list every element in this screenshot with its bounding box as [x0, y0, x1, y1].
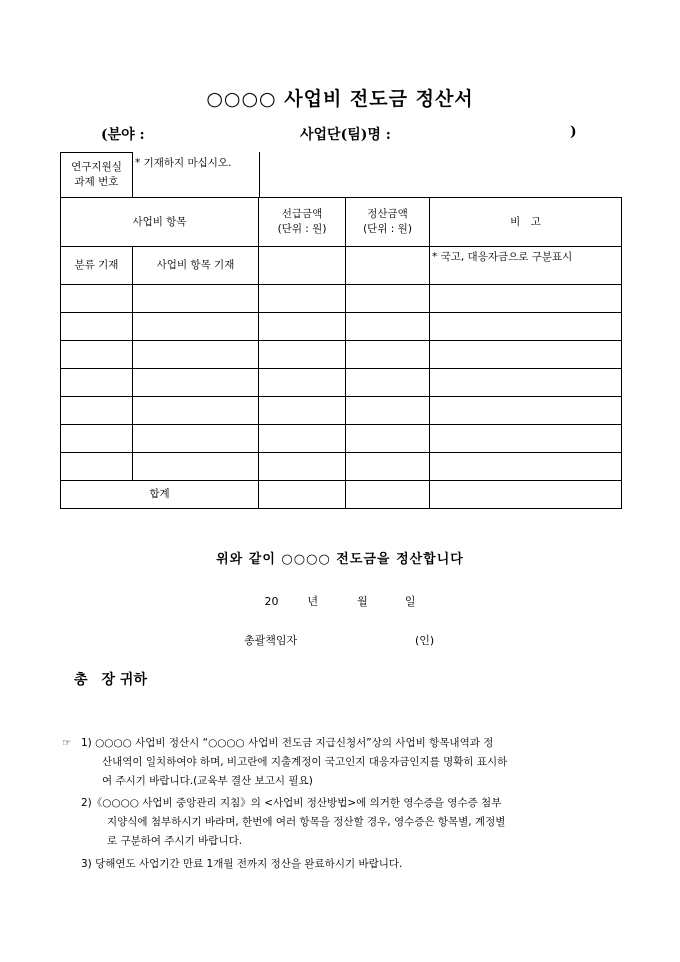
remark-cell[interactable] — [430, 425, 622, 453]
item-cell[interactable] — [133, 285, 259, 313]
category-cell[interactable] — [61, 341, 133, 369]
date-day-unit: 일 — [404, 595, 416, 608]
total-advance-cell[interactable] — [259, 481, 346, 509]
team-name-label: 사업단(팀)명 : — [300, 127, 391, 143]
seal-mark: (인) — [415, 634, 435, 647]
item-cell[interactable] — [133, 313, 259, 341]
settle-cell[interactable] — [346, 247, 430, 285]
category-cell[interactable] — [61, 369, 133, 397]
note-1-line-1: 1) ○○○○ 사업비 정산시 “○○○○ 사업비 전도금 지급신청서”상의 사업비 항목내역과 정 — [81, 737, 494, 749]
col-settle-header — [346, 198, 430, 247]
table-row — [61, 285, 622, 313]
no-fill-note: * 기재하지 마십시오. — [135, 156, 232, 169]
total-settle-cell[interactable] — [346, 481, 430, 509]
close-paren: ) — [570, 124, 577, 140]
research-office-label-line2: 과제 번호 — [74, 176, 119, 188]
advance-cell[interactable] — [259, 285, 346, 313]
document-title: ○○○○ 사업비 전도금 정산서 — [206, 88, 474, 110]
settlement-statement: 위와 같이 ○○○○ 전도금을 정산합니다 — [216, 552, 464, 567]
note-3-line-1: 3) 당해연도 사업기간 만료 1개월 전까지 정산을 완료하시기 바랍니다. — [81, 858, 403, 870]
item-cell[interactable] — [133, 369, 259, 397]
category-cell[interactable] — [61, 285, 133, 313]
col-advance-unit: (단위 : 원) — [277, 223, 327, 235]
project-number-cell-right-border — [259, 152, 260, 198]
col-remark-header: 비 고 — [430, 198, 622, 247]
col-settle-unit: (단위 : 원) — [363, 223, 412, 235]
table-row — [61, 341, 622, 369]
note-1-line-2: 산내역이 일치하여야 하며, 비고란에 지출계정이 국고인지 대응자금인지를 명확히 표시하 — [102, 756, 508, 768]
addressee: 총 장 귀하 — [74, 672, 147, 688]
table-row — [61, 313, 622, 341]
item-subheader: 사업비 항목 기재 — [133, 247, 259, 285]
signature-label: 총괄책임자 — [244, 634, 298, 647]
remark-cell[interactable] — [430, 453, 622, 481]
advance-cell[interactable] — [259, 369, 346, 397]
research-office-label — [61, 153, 133, 198]
item-cell[interactable] — [133, 453, 259, 481]
table-row — [61, 369, 622, 397]
project-number-cell[interactable] — [133, 153, 622, 198]
category-cell[interactable] — [61, 453, 133, 481]
note-1-line-3: 여 주시기 바랍니다.(교육부 결산 보고시 필요) — [102, 775, 313, 787]
advance-cell[interactable] — [259, 453, 346, 481]
settle-cell[interactable] — [346, 453, 430, 481]
settle-cell[interactable] — [346, 425, 430, 453]
table-row — [61, 397, 622, 425]
research-office-row — [61, 153, 622, 198]
advance-cell[interactable] — [259, 313, 346, 341]
header-row — [61, 198, 622, 247]
col-settle-label: 정산금액 — [367, 208, 408, 220]
settle-cell[interactable] — [346, 369, 430, 397]
date-year[interactable]: 20 — [264, 595, 279, 608]
category-cell[interactable] — [61, 397, 133, 425]
remark-cell[interactable] — [430, 341, 622, 369]
remark-cell[interactable] — [430, 369, 622, 397]
remark-note-cell: * 국고, 대응자금으로 구분표시 — [430, 247, 622, 285]
field-label: (분야 : — [101, 127, 145, 143]
item-cell[interactable] — [133, 425, 259, 453]
total-row — [61, 481, 622, 509]
item-cell[interactable] — [133, 341, 259, 369]
category-subheader: 분류 기재 — [61, 247, 133, 285]
date-line — [0, 593, 680, 609]
remark-cell[interactable] — [430, 285, 622, 313]
settle-cell[interactable] — [346, 341, 430, 369]
col-advance-label: 선급금액 — [281, 208, 323, 220]
settle-cell[interactable] — [346, 285, 430, 313]
item-cell[interactable] — [133, 397, 259, 425]
research-office-label-line1: 연구지원실 — [71, 161, 122, 173]
table-row — [61, 453, 622, 481]
note-2-line-2: 지양식에 첨부하시기 바라며, 한번에 여러 항목을 정산할 경우, 영수증은 항목별, 계정별 — [107, 816, 506, 828]
date-month-unit: 월 — [357, 595, 368, 608]
total-remark-cell[interactable] — [430, 481, 622, 509]
subheader-row — [61, 247, 622, 285]
note-2-line-1: 2)《○○○○ 사업비 중앙관리 지침》의 <사업비 정산방법>에 의거한 영수증을 영수증 첨부 — [81, 797, 502, 809]
total-label: 합계 — [61, 481, 259, 509]
advance-cell[interactable] — [259, 425, 346, 453]
advance-cell[interactable] — [259, 247, 346, 285]
remark-cell[interactable] — [430, 313, 622, 341]
settle-cell[interactable] — [346, 397, 430, 425]
category-cell[interactable] — [61, 425, 133, 453]
table-row — [61, 425, 622, 453]
settle-cell[interactable] — [346, 313, 430, 341]
advance-cell[interactable] — [259, 397, 346, 425]
category-cell[interactable] — [61, 313, 133, 341]
note-marker: ☞ — [62, 737, 72, 749]
settlement-table — [60, 152, 622, 509]
col-item-header: 사업비 항목 — [61, 198, 259, 247]
col-advance-header — [259, 198, 346, 247]
remark-cell[interactable] — [430, 397, 622, 425]
note-2-line-3: 로 구분하여 주시기 바랍니다. — [107, 835, 243, 847]
advance-cell[interactable] — [259, 341, 346, 369]
date-year-unit: 년 — [307, 595, 319, 608]
